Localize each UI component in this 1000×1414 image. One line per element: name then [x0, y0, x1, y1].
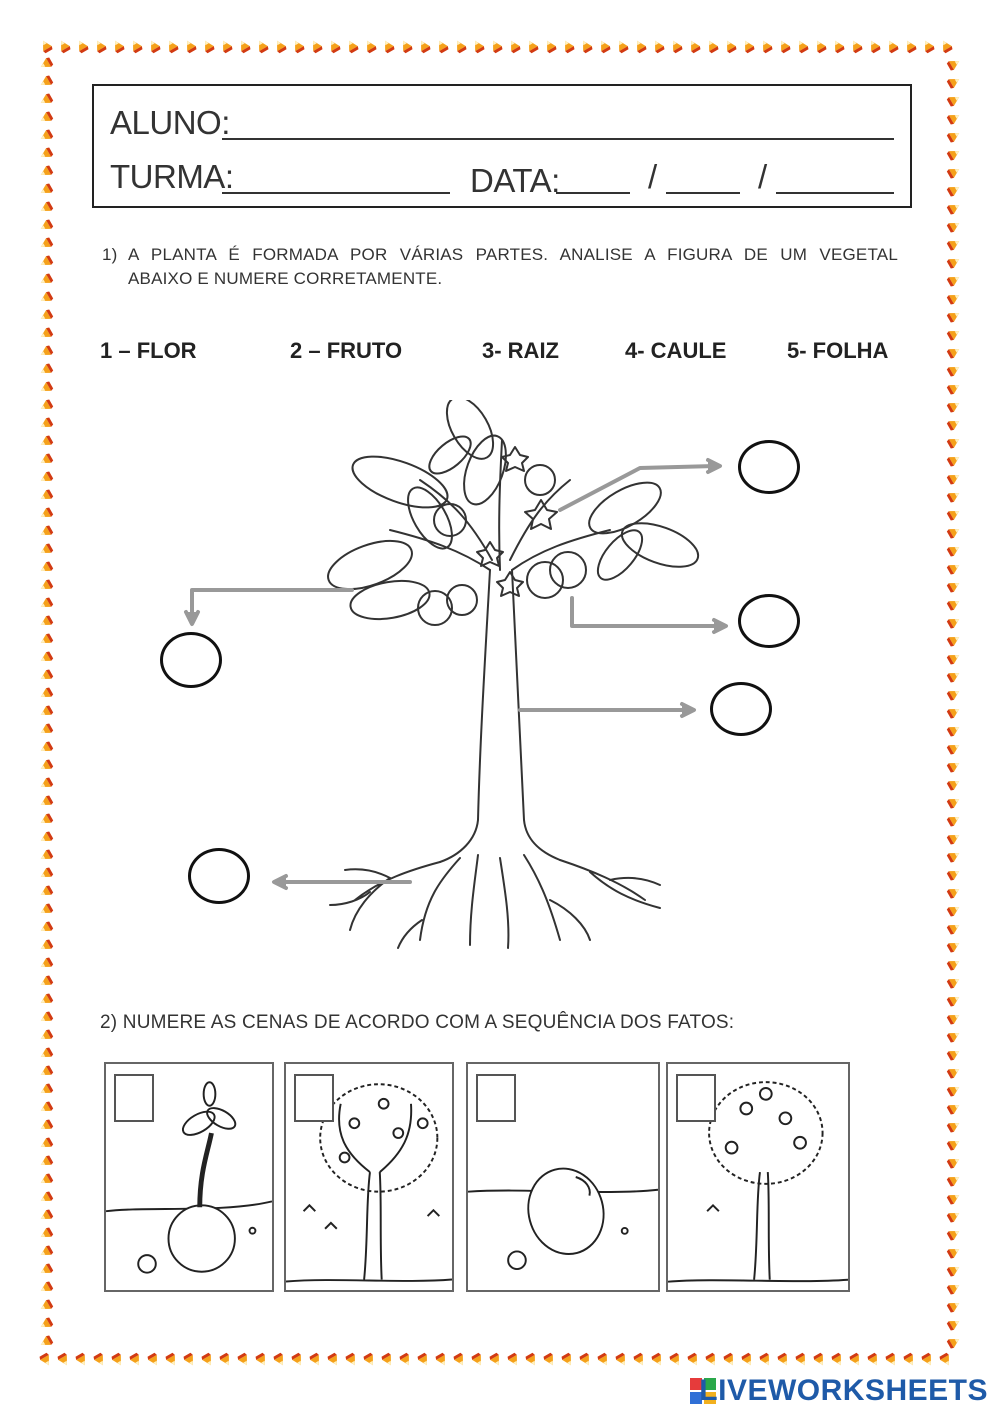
turma-blank[interactable]: [222, 192, 450, 194]
aluno-label: ALUNO:: [110, 104, 230, 141]
scene-4-answer-box[interactable]: [676, 1074, 716, 1122]
question-2-text: 2) NUMERE AS CENAS DE ACORDO COM A SEQUÊNCIA DOS FATOS:: [100, 1012, 735, 1033]
scene-2-answer-box[interactable]: [294, 1074, 334, 1122]
day-blank[interactable]: [556, 192, 630, 194]
year-blank[interactable]: [776, 192, 894, 194]
month-blank[interactable]: [666, 192, 740, 194]
part-folha: 5- FOLHA: [787, 338, 889, 363]
date-slash-1: /: [648, 158, 657, 195]
part-caule: 4- CAULE: [625, 338, 727, 363]
scene-3-answer-box[interactable]: [476, 1074, 516, 1122]
scene-flowering-tree: [666, 1062, 850, 1292]
answer-circle-fruto[interactable]: [738, 594, 800, 648]
question-1-line-1: A PLANTA É FORMADA POR VÁRIAS PARTES. ANALISE A FIGURA DE UM VEGETAL: [128, 245, 898, 264]
part-flor: 1 – FLOR: [100, 338, 197, 363]
date-slash-2: /: [758, 158, 767, 195]
answer-circle-flor[interactable]: [738, 440, 800, 494]
question-1-line-2: ABAIXO E NUMERE CORRETAMENTE.: [128, 269, 443, 288]
part-fruto: 2 – FRUTO: [290, 338, 403, 363]
answer-circle-folha[interactable]: [160, 632, 222, 688]
answer-circle-raiz[interactable]: [188, 848, 250, 904]
turma-label: TURMA:: [110, 158, 234, 195]
brand-name: LIVEWORKSHEETS: [699, 1374, 988, 1407]
scene-seed-in-soil: [466, 1062, 660, 1292]
data-label: DATA:: [470, 162, 560, 199]
question-1-number: 1): [102, 245, 118, 264]
scene-1-answer-box[interactable]: [114, 1074, 154, 1122]
aluno-blank[interactable]: [222, 138, 894, 140]
part-raiz: 3- RAIZ: [482, 338, 559, 363]
scene-fruit-tree: [284, 1062, 454, 1292]
scene-sprouting-seed: [104, 1062, 274, 1292]
answer-circle-caule[interactable]: [710, 682, 772, 736]
